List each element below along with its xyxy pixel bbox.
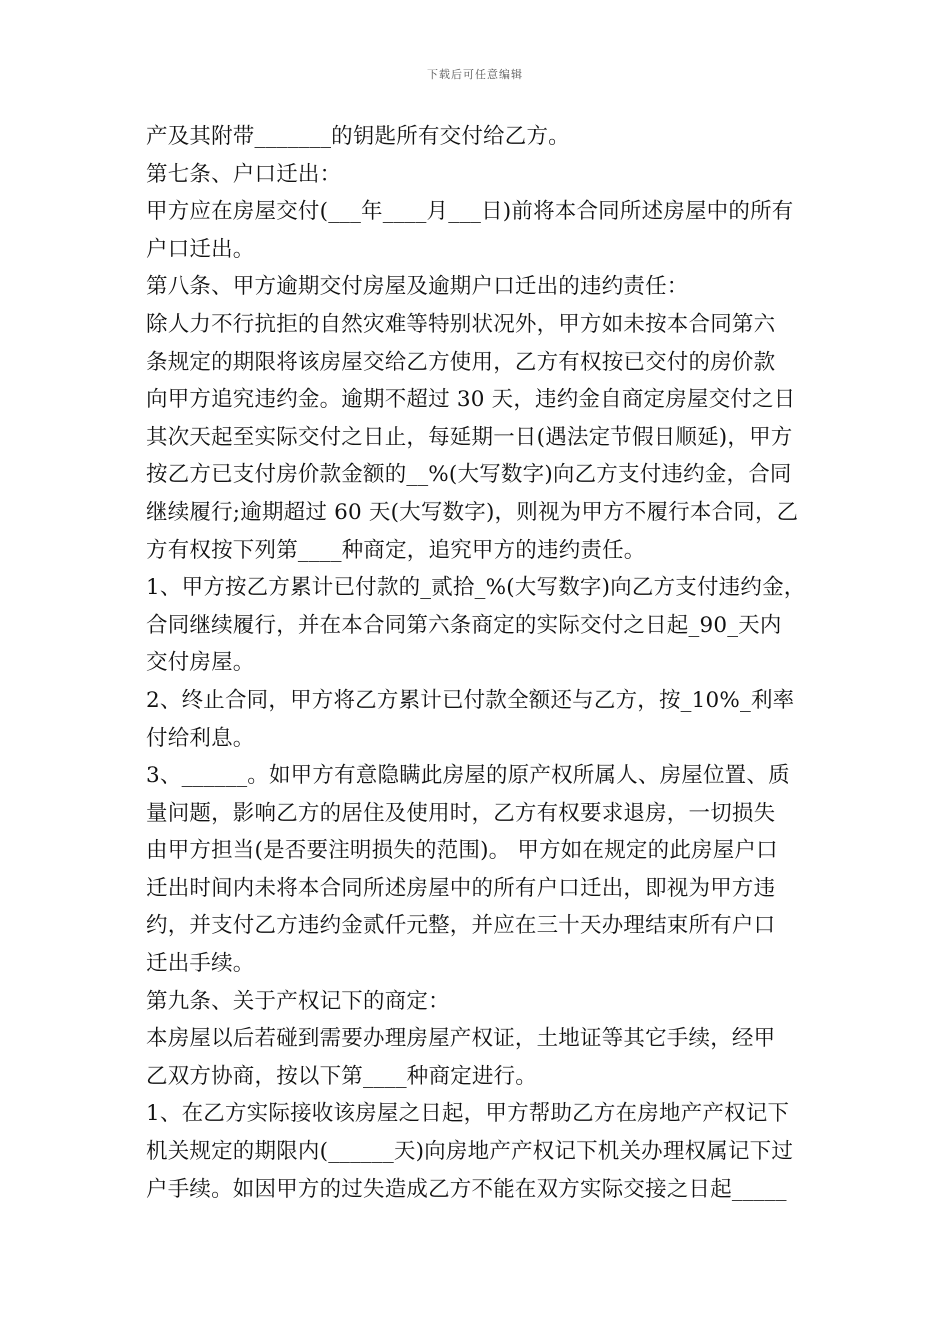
text-line: 迁出时间内未将本合同所述房屋中的所有户口迁出，即视为甲方违: [146, 875, 776, 901]
text-line: 机关规定的期限内(______天)向房地产产权记下机关办理权属记下过: [146, 1139, 794, 1165]
article-heading: 第八条、甲方逾期交付房屋及逾期户口迁出的违约责任：: [146, 274, 689, 300]
text-line: 产及其附带_______的钥匙所有交付给乙方。: [146, 124, 570, 149]
text-line: 除人力不行抗拒的自然灾难等特别状况外，甲方如未按本合同第六: [146, 311, 776, 337]
contract-body: [146, 118, 816, 1208]
text-line: 户口迁出。: [146, 236, 255, 262]
text-line: 3、______。如甲方有意隐瞒此房屋的原产权所属人、房屋位置、质: [146, 763, 790, 789]
text-line: 约，并支付乙方违约金贰仟元整，并应在三十天办理结束所有户口: [146, 913, 776, 939]
page-header: 下载后可任意编辑: [427, 68, 523, 81]
text-line: 量问题，影响乙方的居住及使用时，乙方有权要求退房，一切损失: [146, 800, 776, 826]
article-heading: 第七条、户口迁出：: [146, 161, 342, 187]
text-line: 户手续。如因甲方的过失造成乙方不能在双方实际交接之日起_____: [146, 1176, 787, 1202]
text-line: 2、终止合同，甲方将乙方累计已付款全额还与乙方，按_10%_利率: [146, 687, 795, 713]
text-line: 付给利息。: [146, 725, 255, 751]
text-line: 迁出手续。: [146, 951, 255, 977]
text-line: 方有权按下列第____种商定，追究甲方的违约责任。: [146, 537, 646, 563]
text-line: 条规定的期限将该房屋交给乙方使用，乙方有权按已交付的房价款: [146, 349, 776, 375]
text-line: 继续履行;逾期超过 60 天(大写数字)，则视为甲方不履行本合同，乙: [146, 499, 799, 525]
text-line: 按乙方已支付房价款金额的__%(大写数字)向乙方支付违约金，合同: [146, 462, 792, 488]
text-line: 乙双方协商，按以下第____种商定进行。: [146, 1063, 538, 1089]
text-line: 其次天起至实际交付之日止，每延期一日(遇法定节假日顺延)，甲方: [146, 424, 793, 450]
text-line: 甲方应在房屋交付(___年____月___日)前将本合同所述房屋中的所有: [146, 199, 794, 225]
text-line: 本房屋以后若碰到需要办理房屋产权证，土地证等其它手续，经甲: [146, 1026, 776, 1052]
text-line: 向甲方追究违约金。逾期不超过 30 天，违约金自商定房屋交付之日: [146, 387, 796, 413]
text-line: 1、甲方按乙方累计已付款的_贰拾_%(大写数字)向乙方支付违约金，: [146, 575, 806, 601]
text-line: 交付房屋。: [146, 650, 255, 676]
text-line: 合同继续履行，并在本合同第六条商定的实际交付之日起_90_天内: [146, 612, 782, 638]
text-line: 1、在乙方实际接收该房屋之日起，甲方帮助乙方在房地产产权记下: [146, 1101, 790, 1127]
text-line: 由甲方担当(是否要注明损失的范围)。 甲方如在规定的此房屋户口: [146, 838, 778, 864]
article-heading: 第九条、关于产权记下的商定：: [146, 988, 450, 1014]
